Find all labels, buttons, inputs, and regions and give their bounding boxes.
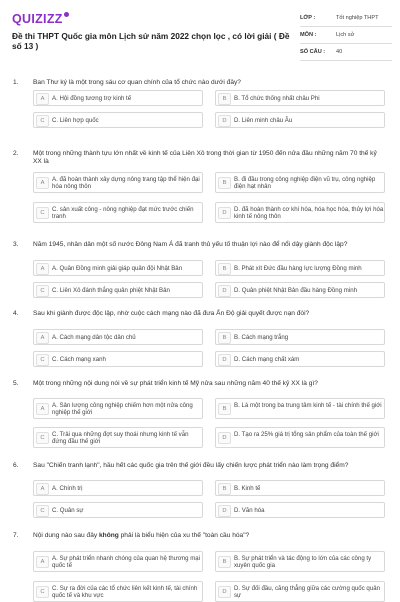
option-letter: C xyxy=(36,432,49,444)
option-text: A. Cách mạng dân tộc dân chủ xyxy=(52,334,136,341)
option-letter: C xyxy=(36,586,49,598)
option-letter: D xyxy=(218,115,231,127)
question-text: Một trong những thành tựu lớn nhất về kinh tế của Liên Xô trong thời gian từ 1950 đến nửa đầu những năm 70 thế kỷ XX là xyxy=(33,150,377,166)
option-b[interactable] xyxy=(215,90,385,106)
option-c[interactable] xyxy=(33,351,203,367)
option-d[interactable] xyxy=(215,351,385,367)
option-letter: D xyxy=(218,207,231,219)
option-letter: B xyxy=(218,177,231,189)
option-letter: A xyxy=(36,483,49,495)
worksheet-header xyxy=(0,0,400,66)
question-number: 7. xyxy=(13,532,19,539)
option-letter: B xyxy=(218,556,231,568)
option-text: D. Văn hóa xyxy=(234,507,265,514)
meta-subject-value: Lịch sử xyxy=(336,32,355,38)
option-letter: D xyxy=(218,354,231,366)
option-text: D. đã hoàn thành cơ khí hóa, hóa học hóa, thủy lợi hóa kinh tế nông thôn xyxy=(234,205,384,220)
option-d[interactable] xyxy=(215,502,385,518)
option-text: C. Sự ra đời của các tổ chức liên kết kinh tế, tài chính quốc tế và khu vực xyxy=(52,584,198,599)
option-letter: B xyxy=(218,263,231,275)
option-letter: A xyxy=(36,332,49,344)
option-a[interactable] xyxy=(33,172,203,193)
option-letter: A xyxy=(36,263,49,275)
option-letter: C xyxy=(36,505,49,517)
option-text: D. Sự đối đầu, căng thẳng giữa các cường quốc quân sự xyxy=(234,584,380,599)
option-letter: A xyxy=(36,93,49,105)
option-text: B. Phát xít Đức đầu hàng lực lượng Đồng minh xyxy=(234,265,362,272)
option-text: C. Liên Xô đánh thắng quân phiệt Nhật Bản xyxy=(52,287,170,294)
option-d[interactable] xyxy=(215,282,385,298)
brand-logo[interactable]: QUIZIZZ xyxy=(12,12,69,26)
meta-grade-row xyxy=(300,10,392,27)
option-text: C. Cách mạng xanh xyxy=(52,356,106,363)
option-letter: B xyxy=(218,403,231,415)
meta-subject-row xyxy=(300,27,392,44)
option-b[interactable] xyxy=(215,260,385,276)
option-c[interactable] xyxy=(33,581,203,602)
option-text: D. Liên minh châu Âu xyxy=(234,117,293,124)
option-text: B. Sự phát triển và tác động to lớn của các công ty xuyên quốc gia xyxy=(234,554,372,569)
option-text: D. Cách mạng chất xám xyxy=(234,356,300,363)
option-b[interactable] xyxy=(215,172,385,193)
option-text: B. đi đầu trong công nghiệp điện vũ trụ, công nghiệp điện hạt nhân xyxy=(234,175,376,190)
option-letter: D xyxy=(218,432,231,444)
question-emphasis: không xyxy=(99,532,119,539)
option-text: A. Chính trị xyxy=(52,485,83,492)
option-c[interactable] xyxy=(33,427,203,448)
option-letter: A xyxy=(36,556,49,568)
question-text: Ban Thư ký là một trong sáu cơ quan chính của tổ chức nào dưới đây? xyxy=(33,79,241,86)
option-letter: D xyxy=(218,505,231,517)
option-b[interactable] xyxy=(215,551,385,572)
meta-count-value: 40 xyxy=(336,49,343,55)
option-letter: C xyxy=(36,285,49,297)
meta-grade-value: Tốt nghiệp THPT xyxy=(336,15,379,21)
question-number: 1. xyxy=(13,79,19,86)
question-number: 6. xyxy=(13,462,19,469)
option-a[interactable] xyxy=(33,398,203,419)
option-text: C. Trải qua những đợt suy thoái nhưng kinh tế vẫn đứng đầu thế giới xyxy=(52,430,189,445)
option-c[interactable] xyxy=(33,202,203,223)
meta-count-label: SỐ CÂU : xyxy=(300,49,326,55)
option-c[interactable] xyxy=(33,502,203,518)
option-text: A. Sản lượng công nghiệp chiếm hơn một nửa công nghiệp thế giới xyxy=(52,401,193,416)
option-letter: B xyxy=(218,93,231,105)
option-text: B. Tổ chức thống nhất châu Phi xyxy=(234,95,320,102)
worksheet-meta xyxy=(300,10,392,61)
option-text: B. Là một trong ba trung tâm kinh tế - tài chính thế giới xyxy=(234,401,382,409)
question-number: 2. xyxy=(13,150,19,157)
option-a[interactable] xyxy=(33,551,203,572)
option-b[interactable] xyxy=(215,329,385,345)
option-text: A. Quân Đồng minh giải giáp quân đội Nhật Bản xyxy=(52,265,183,272)
question-text: Một trong những nội dung nói về sự phát triển kinh tế Mỹ nửa sau những năm 40 thế kỷ XX là gì? xyxy=(33,380,318,387)
option-c[interactable] xyxy=(33,112,203,128)
option-text: A. Sự phát triển nhanh chóng của quan hệ thương mại quốc tế xyxy=(52,554,201,569)
option-letter: A xyxy=(36,403,49,415)
option-d[interactable] xyxy=(215,112,385,128)
option-a[interactable] xyxy=(33,329,203,345)
question-number: 3. xyxy=(13,241,19,248)
option-text: C. sản xuất công - nông nghiệp đạt mức trước chiến tranh xyxy=(52,205,194,220)
option-letter: D xyxy=(218,285,231,297)
question-number: 5. xyxy=(13,380,19,387)
option-text: B. Kinh tế xyxy=(234,485,261,492)
option-letter: D xyxy=(218,586,231,598)
option-text: B. Cách mạng trắng xyxy=(234,334,289,341)
option-text: C. Liên hợp quốc xyxy=(52,117,99,124)
meta-subject-label: MÔN : xyxy=(300,32,317,38)
option-c[interactable] xyxy=(33,282,203,298)
option-d[interactable] xyxy=(215,202,385,223)
option-text: C. Quân sự xyxy=(52,507,84,514)
question-number: 4. xyxy=(13,310,19,317)
option-text: D. Quân phiệt Nhật Bản đầu hàng Đồng minh xyxy=(234,287,357,294)
option-letter: C xyxy=(36,115,49,127)
worksheet-title: Đề thi THPT Quốc gia môn Lịch sử năm 2022 chọn lọc , có lời giải ( Đề số 13 ) xyxy=(12,31,290,51)
option-letter: B xyxy=(218,483,231,495)
question-text: Năm 1945, nhân dân một số nước Đông Nam Á đã tranh thủ yếu tố thuận lợi nào để nổi dậy giành độc lập? xyxy=(33,241,348,248)
option-a[interactable] xyxy=(33,260,203,276)
option-letter: A xyxy=(36,177,49,189)
option-d[interactable] xyxy=(215,581,385,602)
option-text: A. đã hoàn thành xây dựng nông trang tập thể hiện đại hóa nông thôn xyxy=(52,175,200,190)
meta-grade-label: LỚP : xyxy=(300,15,316,21)
option-letter: B xyxy=(218,332,231,344)
option-letter: C xyxy=(36,207,49,219)
option-text: A. Hội đồng tương trợ kinh tế xyxy=(52,95,132,102)
logo-dot-icon xyxy=(64,12,69,17)
option-a[interactable] xyxy=(33,480,203,496)
meta-count-row xyxy=(300,44,392,61)
option-text: D. Tạo ra 25% giá trị tổng sản phẩm của toàn thế giới xyxy=(234,430,379,438)
question-text: Sau "Chiến tranh lạnh", hầu hết các quốc gia trên thế giới đều lấy chiến lược phát triển nào làm trọng điểm? xyxy=(33,462,349,469)
option-d[interactable] xyxy=(215,427,385,448)
question-text: Nội dung nào sau đây không phải là biểu hiện của xu thế "toàn cầu hóa"? xyxy=(33,532,250,539)
option-a[interactable] xyxy=(33,90,203,106)
option-b[interactable] xyxy=(215,398,385,419)
question-text: Sau khi giành được độc lập, nhờ cuộc cách mạng nào đã đưa Ấn Độ giải quyết được nạn đói? xyxy=(33,310,310,317)
option-letter: C xyxy=(36,354,49,366)
option-b[interactable] xyxy=(215,480,385,496)
